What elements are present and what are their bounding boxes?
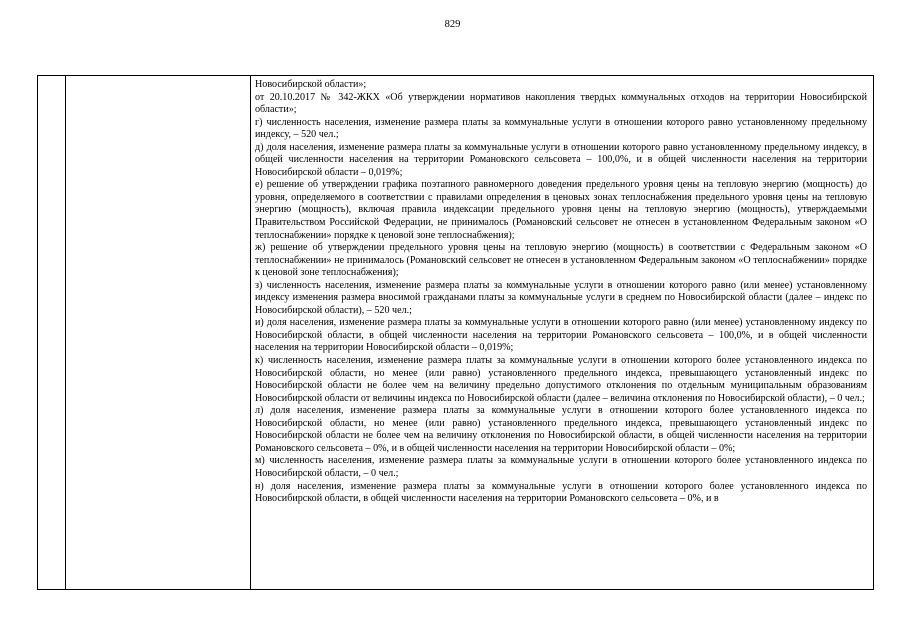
paragraph: м) численность населения, изменение размера платы за коммунальные услуги в отношении которого более установленного индекса по Новосибирской области, – 0 чел.; [255, 455, 867, 479]
document-table [37, 75, 874, 590]
paragraph: Новосибирской области»; [255, 79, 367, 90]
paragraph: н) доля населения, изменение размера платы за коммунальные услуги в отношении которого более установленного индекса по Новосибирской области, в общей численности населения на территории Романовского сельсовета – 0%, и в [255, 480, 867, 505]
paragraph: г) численность населения, изменение размера платы за коммунальные услуги в отношении которого равно установленному предельному индексу, – 520 чел.; [255, 116, 867, 141]
paragraph: л) доля населения, изменение размера платы за коммунальные услуги в отношении которого более установленного индекса по Новосибирской области, но менее (или равно) установленного предельного индекса, превышающего установленный индекс по Новосибирской области не более чем на величину отклонения по Новосибирской области, в общей численности населения на территории Романовского сельсовета – 0%, и в общей численности населения на территории Новосибирской области – 0%; [255, 405, 867, 454]
paragraph: ж) решение об утверждении предельного уровня цены на тепловую энергию (мощность) в соответствии с Федеральным законом «О теплоснабжении» не принималось (Романовский сельсовет не отнесен в установленном Федеральным законом «О теплоснабжении» порядке к ценовой зоне теплоснабжения); [255, 242, 867, 279]
paragraph: з) численность населения, изменение размера платы за коммунальные услуги в отношении которого равно (или менее) установленному индексу изменения размера вносимой гражданами платы за коммунальные услуги в среднем по Новосибирской области (далее – индекс по Новосибирской области), – 520 чел.; [255, 279, 867, 316]
paragraph: от 20.10.2017 № 342-ЖКХ «Об утверждении нормативов накопления твердых коммунальных отходов на территории Новосибирской области»; [255, 91, 867, 116]
paragraph: д) доля населения, изменение размера платы за коммунальные услуги в отношении которого равно установленному предельному индексу, в общей численности населения на территории Романовского сельсовета – 100,0%, и в общей численности населения на территории Новосибирской области – 0,019%; [255, 141, 867, 178]
paragraph: к) численность населения, изменение размера платы за коммунальные услуги в отношении которого более установленного индекса по Новосибирской области, но менее (или равно) установленного предельного индекса, превышающего установленный индекс по Новосибирской области не более чем на величину предельно допустимого отклонения по отдельным муниципальным образованиям Новосибирской области от величины индекса по Новосибирской области (далее – величина отклонения по Новосибирской области), – 0 чел.; [255, 355, 867, 404]
table-text-cell [255, 79, 867, 589]
paragraph: и) доля населения, изменение размера платы за коммунальные услуги в отношении которого равно (или менее) установленному индексу по Новосибирской области, в общей численности населения на территории Романовского сельсовета – 100,0%, и в общей численности населения на территории Новосибирской области – 0,019%; [255, 317, 867, 354]
column-divider [65, 76, 66, 589]
column-divider [250, 76, 251, 589]
page-number: 829 [444, 19, 461, 30]
paragraph: е) решение об утверждении графика поэтапного равномерного доведения предельного уровня цены на тепловую энергию (мощность) до уровня, определяемого в соответствии с правилами определения в ценовых зонах теплоснабжения предельного уровня цены на тепловую энергию (мощность), включая правила индексации предельного уровня цены на тепловую энергию (мощность), утверждаемыми Правительством Российской Федерации, не принималось (Романовский сельсовет не отнесен в установленном Федеральным законом «О теплоснабжении» порядке к ценовой зоне теплоснабжения); [255, 179, 867, 241]
